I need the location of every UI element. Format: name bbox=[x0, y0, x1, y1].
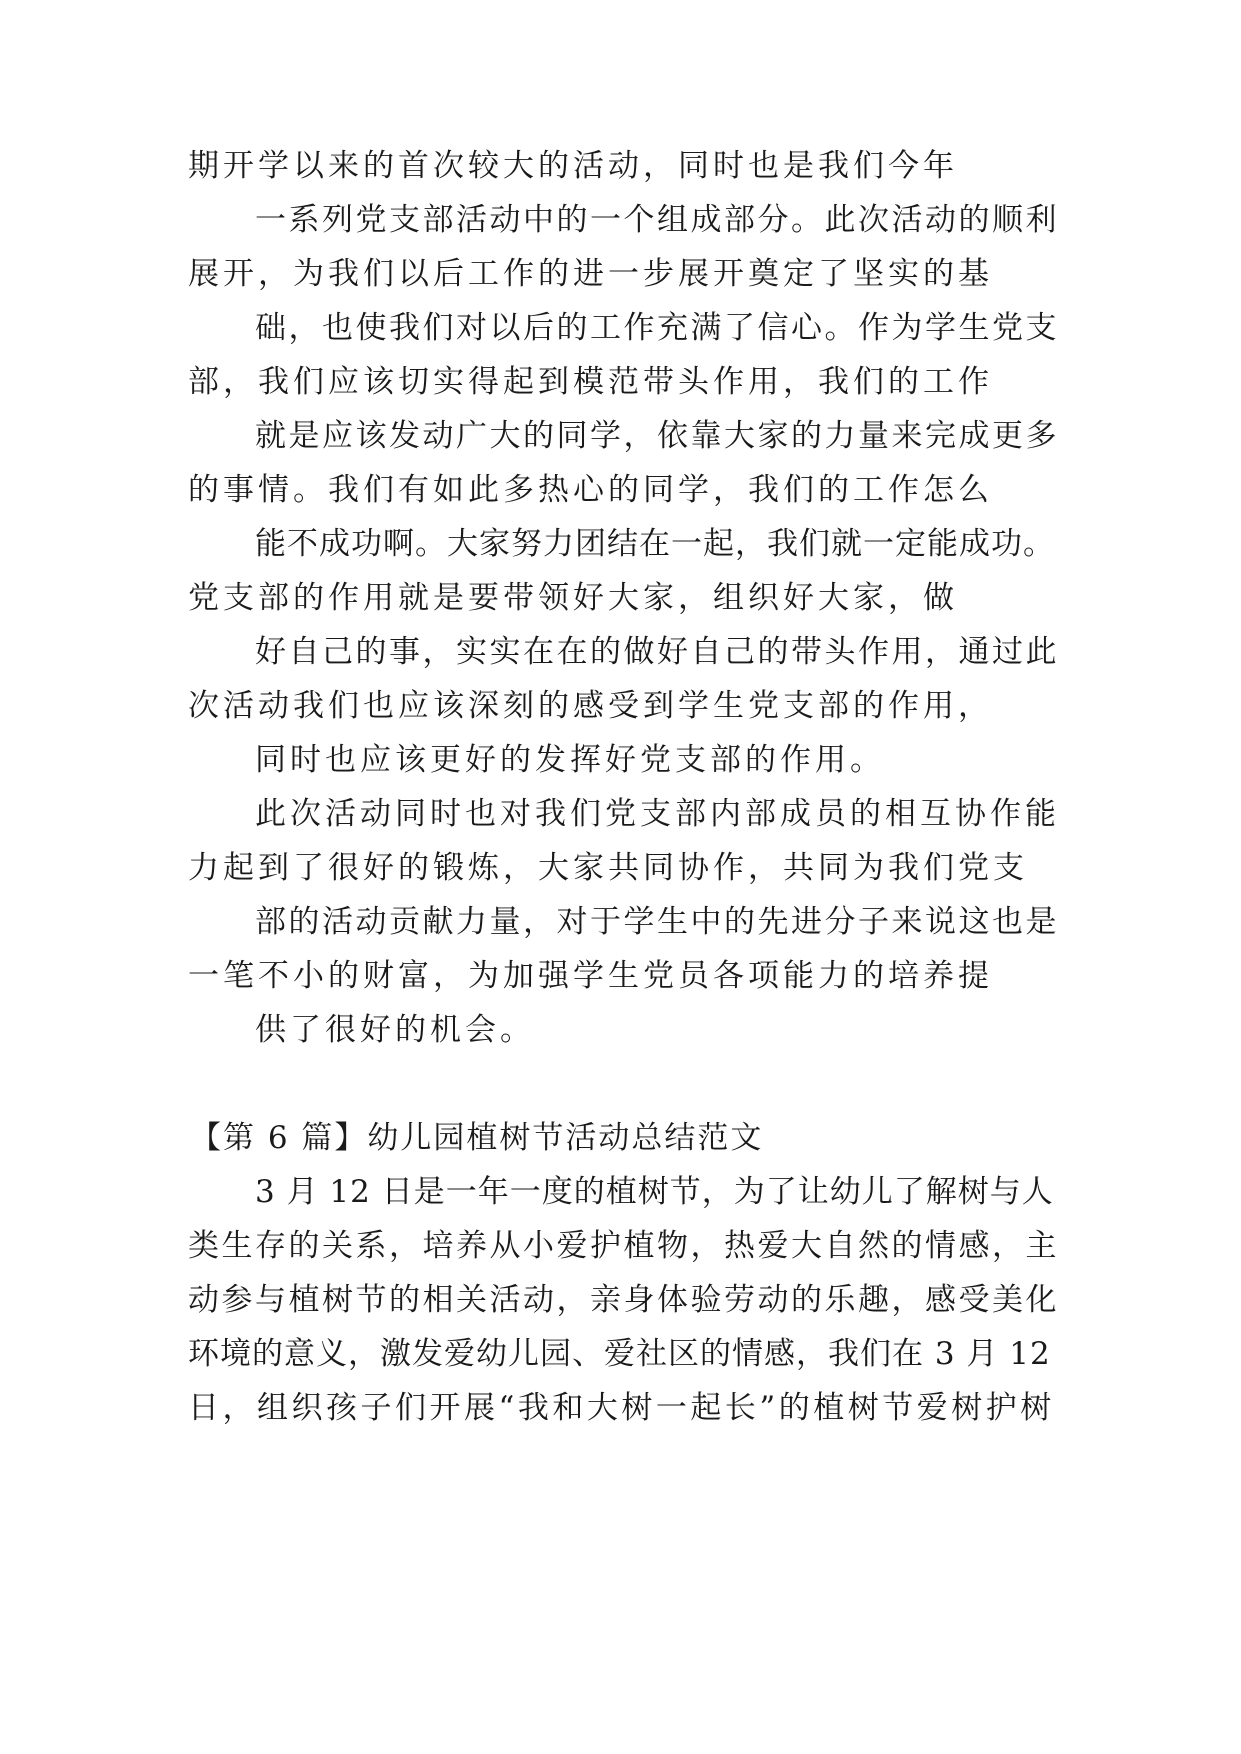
paragraph-line: 一系列党支部活动中的一个组成部分。此次活动的顺利 bbox=[255, 202, 1059, 238]
paragraph-line: 环境的意义，激发爱幼儿园、爱社区的情感，我们在 3 月 12 bbox=[188, 1336, 1051, 1372]
paragraph-line: 一笔不小的财富，为加强学生党员各项能力的培养提 bbox=[188, 958, 993, 994]
paragraph-line: 能不成功啊。大家努力团结在一起，我们就一定能成功。 bbox=[255, 526, 1055, 562]
paragraph-line: 动参与植树节的相关活动，亲身体验劳动的乐趣，感受美化 bbox=[188, 1282, 1059, 1318]
paragraph-line: 期开学以来的首次较大的活动，同时也是我们今年 bbox=[188, 148, 958, 184]
paragraph-line: 日，组织孩子们开展“我和大树一起长”的植树节爱树护树 bbox=[188, 1390, 1055, 1426]
paragraph-line: 供了很好的机会。 bbox=[255, 1012, 535, 1048]
paragraph-line: 好自己的事，实实在在的做好自己的带头作用，通过此 bbox=[255, 634, 1059, 670]
paragraph-line: 类生存的关系，培养从小爱护植物，热爱大自然的情感，主 bbox=[188, 1228, 1059, 1264]
paragraph-line: 3 月 12 日是一年一度的植树节，为了让幼儿了解树与人 bbox=[255, 1174, 1054, 1210]
section-heading: 【第 6 篇】幼儿园植树节活动总结范文 bbox=[190, 1120, 764, 1156]
paragraph-line: 党支部的作用就是要带领好大家，组织好大家，做 bbox=[188, 580, 958, 616]
paragraph-line: 础，也使我们对以后的工作充满了信心。作为学生党支 bbox=[255, 310, 1059, 346]
paragraph-line: 的事情。我们有如此多热心的同学，我们的工作怎么 bbox=[188, 472, 993, 508]
paragraph-line: 此次活动同时也对我们党支部内部成员的相互协作能 bbox=[255, 796, 1060, 832]
paragraph-line: 次活动我们也应该深刻的感受到学生党支部的作用， bbox=[188, 688, 993, 724]
paragraph-line: 部的活动贡献力量，对于学生中的先进分子来说这也是 bbox=[255, 904, 1059, 940]
paragraph-line: 力起到了很好的锻炼，大家共同协作，共同为我们党支 bbox=[188, 850, 1028, 886]
paragraph-line: 同时也应该更好的发挥好党支部的作用。 bbox=[255, 742, 885, 778]
paragraph-line: 展开，为我们以后工作的进一步展开奠定了坚实的基 bbox=[188, 256, 993, 292]
paragraph-line: 就是应该发动广大的同学，依靠大家的力量来完成更多 bbox=[255, 418, 1059, 454]
paragraph-line: 部，我们应该切实得起到模范带头作用，我们的工作 bbox=[188, 364, 993, 400]
